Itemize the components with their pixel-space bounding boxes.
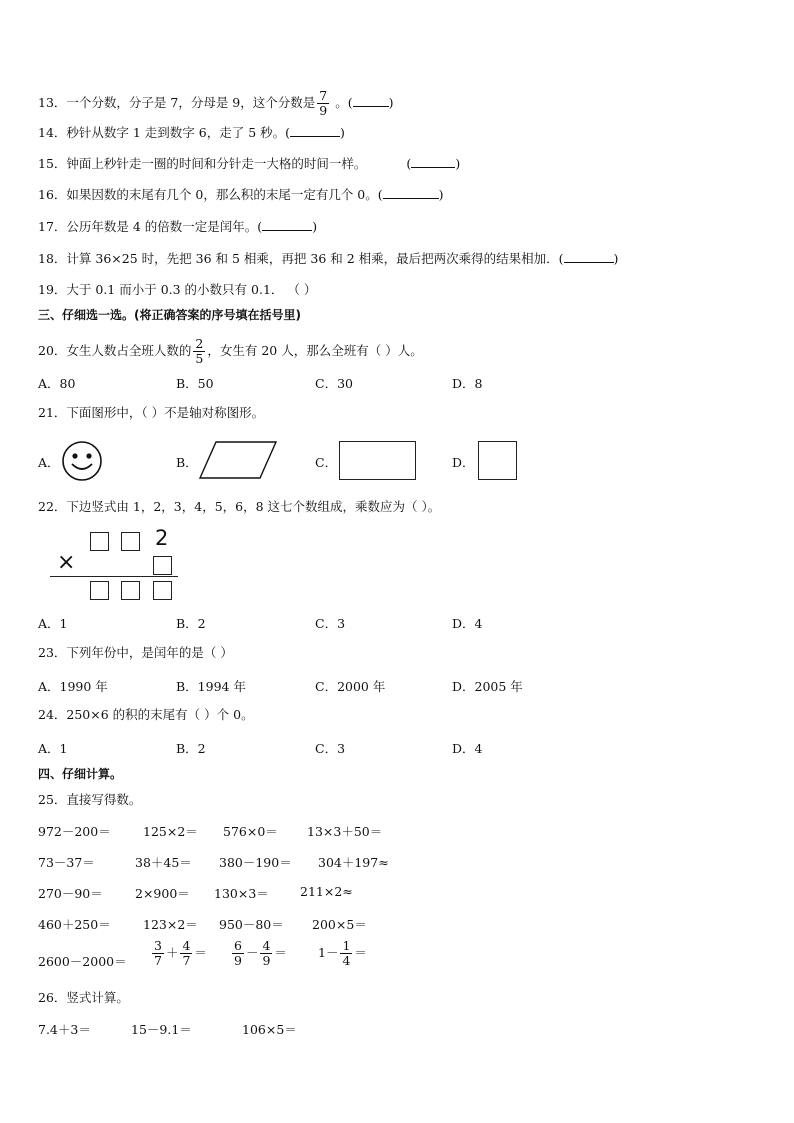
calc-item: 270－90＝ <box>38 886 103 901</box>
fraction: $\frac{4}{9}$ <box>262 938 271 968</box>
question-21: 21．下面图形中，（ ）不是轴对称图形。 <box>38 405 265 420</box>
calc-item: 13×3＋50＝ <box>307 824 383 839</box>
option-d[interactable]: D．4 <box>452 616 483 631</box>
option-b[interactable]: B．2 <box>176 616 206 631</box>
calc-item-fraction: 1－ $\frac{1}{4}$ ＝ <box>318 938 367 968</box>
option-b[interactable]: B．50 <box>176 376 214 391</box>
calc-item: 7.4＋3＝ <box>38 1022 91 1037</box>
fraction: $\frac{2}{5}$ <box>195 336 204 366</box>
answer-blank[interactable] <box>353 95 389 107</box>
option-d[interactable]: D．2005 年 <box>452 679 523 694</box>
calc-item: 130×3＝ <box>214 886 269 901</box>
question-17: 17．公历年数是 4 的倍数一定是闰年。( ) <box>38 219 318 234</box>
question-24: 24．250×6 的积的末尾有（ ）个 0。 <box>38 707 254 722</box>
option-c[interactable]: C．2000 年 <box>315 679 386 694</box>
option-a[interactable]: A．1 <box>38 741 68 756</box>
digit-box[interactable] <box>90 532 109 551</box>
option-c[interactable]: C． <box>315 455 338 470</box>
option-a[interactable]: A．1 <box>38 616 68 631</box>
option-a[interactable]: A．1990 年 <box>38 679 108 694</box>
fraction: $\frac{4}{7}$ <box>182 938 191 968</box>
option-d[interactable]: D． <box>452 455 475 470</box>
answer-blank[interactable] <box>411 156 455 168</box>
option-c[interactable]: C．30 <box>315 376 353 391</box>
question-15: 15．钟面上秒针走一圈的时间和分针走一大格的时间一样。 ( ) <box>38 156 461 171</box>
digit-box[interactable] <box>121 581 140 600</box>
option-a[interactable]: A．80 <box>38 376 76 391</box>
answer-blank[interactable] <box>290 125 340 137</box>
answer-blank[interactable] <box>564 251 614 263</box>
answer-blank[interactable] <box>262 219 312 231</box>
fraction: $\frac{6}{9}$ <box>234 938 242 968</box>
calc-item: 972－200＝ <box>38 824 111 839</box>
given-digit: 2 <box>155 526 169 550</box>
parallelogram-shape <box>198 440 280 480</box>
calc-item: 200×5＝ <box>312 917 367 932</box>
question-13: 13．一个分数，分子是 7，分母是 9，这个分数是 $\frac{7}{9}$ 。( ) <box>38 88 394 118</box>
fraction: $\frac{7}{9}$ <box>319 88 328 118</box>
digit-box[interactable] <box>121 532 140 551</box>
option-d[interactable]: D．4 <box>452 741 483 756</box>
option-b[interactable]: B．1994 年 <box>176 679 246 694</box>
calc-item-fraction: $\frac{3}{7}$ ＋ $\frac{4}{7}$ ＝ <box>154 938 207 968</box>
question-19: 19．大于 0.1 而小于 0.3 的小数只有 0.1． （ ） <box>38 282 317 297</box>
calc-item: 2600－2000＝ <box>38 954 127 969</box>
calc-item: 73－37＝ <box>38 855 95 870</box>
option-c[interactable]: C．3 <box>315 616 346 631</box>
question-16: 16．如果因数的末尾有几个 0，那么积的末尾一定有几个 0。( ) <box>38 187 444 202</box>
question-25: 25．直接写得数。 <box>38 792 142 807</box>
calc-item: 38＋45＝ <box>135 855 192 870</box>
digit-box[interactable] <box>90 581 109 600</box>
section-heading: 四、仔细计算。 <box>38 767 123 781</box>
option-b[interactable]: B． <box>176 455 198 470</box>
smiley-face-icon <box>60 439 104 483</box>
question-22: 22．下边竖式由 1，2，3，4，5，6，8 这七个数组成，乘数应为（ ）。 <box>38 499 441 514</box>
question-18: 18．计算 36×25 时，先把 36 和 5 相乘，再把 36 和 2 相乘，最后把两次乘得的结果相加．( ) <box>38 251 619 266</box>
calc-item: 2×900＝ <box>135 886 190 901</box>
calc-item: 123×2＝ <box>143 917 198 932</box>
calc-item: 380－190＝ <box>219 855 292 870</box>
digit-box[interactable] <box>153 556 172 575</box>
option-d[interactable]: D．8 <box>452 376 483 391</box>
question-14: 14．秒针从数字 1 走到数字 6，走了 5 秒。( ) <box>38 125 345 140</box>
calc-item: 125×2＝ <box>143 824 198 839</box>
question-26: 26．竖式计算。 <box>38 990 129 1005</box>
times-sign: × <box>57 550 76 575</box>
option-a[interactable]: A． <box>38 455 60 470</box>
section-heading: 三、仔细选一选。(将正确答案的序号填在括号里) <box>38 308 301 322</box>
calc-item-fraction: $\frac{6}{9}$ － $\frac{4}{9}$ ＝ <box>234 938 287 968</box>
question-23: 23．下列年份中，是闰年的是（ ） <box>38 645 233 660</box>
rectangle-shape <box>339 441 416 480</box>
calc-item: 576×0＝ <box>223 824 278 839</box>
calc-item: 211×2≈ <box>300 884 353 899</box>
option-c[interactable]: C．3 <box>315 741 346 756</box>
digit-box[interactable] <box>153 581 172 600</box>
fraction: $\frac{3}{7}$ <box>154 938 162 968</box>
option-b[interactable]: B．2 <box>176 741 206 756</box>
fraction: $\frac{1}{4}$ <box>342 938 351 968</box>
calc-item: 304＋197≈ <box>318 855 389 870</box>
calc-item: 460＋250＝ <box>38 917 111 932</box>
calc-item: 106×5＝ <box>242 1022 297 1037</box>
square-shape <box>478 441 517 480</box>
calc-item: 15－9.1＝ <box>131 1022 192 1037</box>
calc-line <box>50 576 178 577</box>
calc-item: 950－80＝ <box>219 917 284 932</box>
answer-blank[interactable] <box>383 187 439 199</box>
question-20: 20．女生人数占全班人数的 $\frac{2}{5}$ ，女生有 20 人，那么全班有（ ）人。 <box>38 336 423 366</box>
